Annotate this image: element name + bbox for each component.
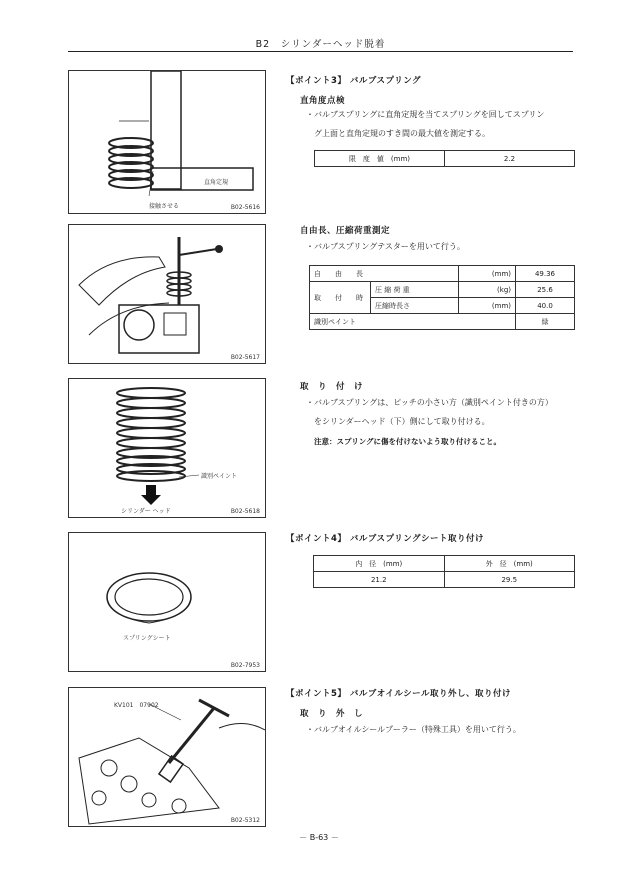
figure-code: B02-7953 <box>230 662 260 669</box>
seat-table <box>313 555 575 588</box>
table-row <box>314 572 575 588</box>
oil-seal-puller-illustration <box>69 688 265 826</box>
table-cell-value: 緑 <box>516 314 575 330</box>
table-row <box>315 151 575 167</box>
table-cell-unit: (kg) <box>459 282 516 298</box>
table-cell-label: 識別ペイント <box>310 314 516 330</box>
label-id-paint: 識別ペイント <box>201 473 238 480</box>
section-title-point4: 【ポイント4】 バルブスプリングシート取り付け <box>286 534 485 544</box>
body-text: ・バルブスプリングテスターを用いて行う。 <box>306 242 465 251</box>
table-row <box>314 556 575 572</box>
table-cell-value: 49.36 <box>516 266 575 282</box>
subtitle-removal: 取 り 外 し <box>300 709 364 719</box>
table-header: 内 径 (mm) <box>314 556 445 572</box>
table-cell-value: 40.0 <box>516 298 575 314</box>
spring-seat-illustration <box>69 533 265 671</box>
table-cell-label: 自 由 長 <box>310 266 459 282</box>
figure-code: B02-5616 <box>230 204 260 211</box>
figure-spring-seat <box>68 532 266 672</box>
table-row <box>310 314 575 330</box>
subtitle-squareness: 直角度点検 <box>300 96 346 106</box>
spring-tester-illustration <box>69 225 265 363</box>
subtitle-installation: 取 り 付 け <box>300 382 364 392</box>
body-text: グ上面と直角定規のすき間の最大値を測定する。 <box>314 129 490 138</box>
body-text: ・バルブオイルシールプーラー（特殊工具）を用いて行う。 <box>306 725 521 734</box>
table-cell-label: 圧縮時長さ <box>371 298 459 314</box>
table-row <box>310 266 575 282</box>
table-row <box>310 282 575 298</box>
figure-code: B02-5617 <box>230 354 260 361</box>
label-square-plate: 直角定規 <box>204 179 229 186</box>
figure-code: B02-5312 <box>230 817 260 824</box>
table-cell-unit: (mm) <box>459 298 516 314</box>
table-cell-value: 21.2 <box>314 572 445 588</box>
squareness-illustration <box>69 71 265 213</box>
page-number: － B-63 － <box>299 833 339 842</box>
figure-spring-installation <box>68 378 266 518</box>
body-text: ・バルブスプリングは、ピッチの小さい方（識別ペイント付きの方） <box>306 398 553 407</box>
table-cell-label: 限 度 値 (mm) <box>315 151 445 167</box>
label-contact: 接触させる <box>149 203 180 210</box>
label-spring-seat: スプリングシート <box>123 635 171 642</box>
table-header: 外 径 (mm) <box>444 556 575 572</box>
label-tool-number: KV101 07902 <box>114 702 159 709</box>
page-header: B2 シリンダーヘッド脱着 <box>255 39 386 50</box>
table-cell-value: 25.6 <box>516 282 575 298</box>
figure-spring-tester <box>68 224 266 364</box>
section-title-point3: 【ポイント3】 バルブスプリング <box>286 76 422 86</box>
body-text: ・バルブスプリングに直角定規を当てスプリングを回してスプリン <box>306 110 545 119</box>
table-cell-unit: (mm) <box>459 266 516 282</box>
spring-installation-illustration <box>69 379 265 517</box>
table-cell-group: 取 付 時 <box>310 282 371 314</box>
spec-table <box>309 265 575 330</box>
table-cell-label: 圧 縮 荷 重 <box>371 282 459 298</box>
figure-oil-seal-puller <box>68 687 266 827</box>
subtitle-free-length: 自由長、圧縮荷重測定 <box>300 226 391 236</box>
limit-table <box>314 150 575 167</box>
body-text: をシリンダーヘッド（下）側にして取り付ける。 <box>314 417 490 426</box>
label-cylinder-head: シリンダー ヘッド <box>121 508 171 515</box>
figure-squareness-check <box>68 70 266 214</box>
caution-note: 注意：スプリングに傷を付けないよう取り付けること。 <box>314 437 502 446</box>
section-title-point5: 【ポイント5】 バルブオイルシール取り外し、取り付け <box>286 689 511 699</box>
table-cell-value: 2.2 <box>445 151 575 167</box>
table-cell-value: 29.5 <box>444 572 575 588</box>
header-rule <box>68 51 573 52</box>
figure-code: B02-5618 <box>230 508 260 515</box>
